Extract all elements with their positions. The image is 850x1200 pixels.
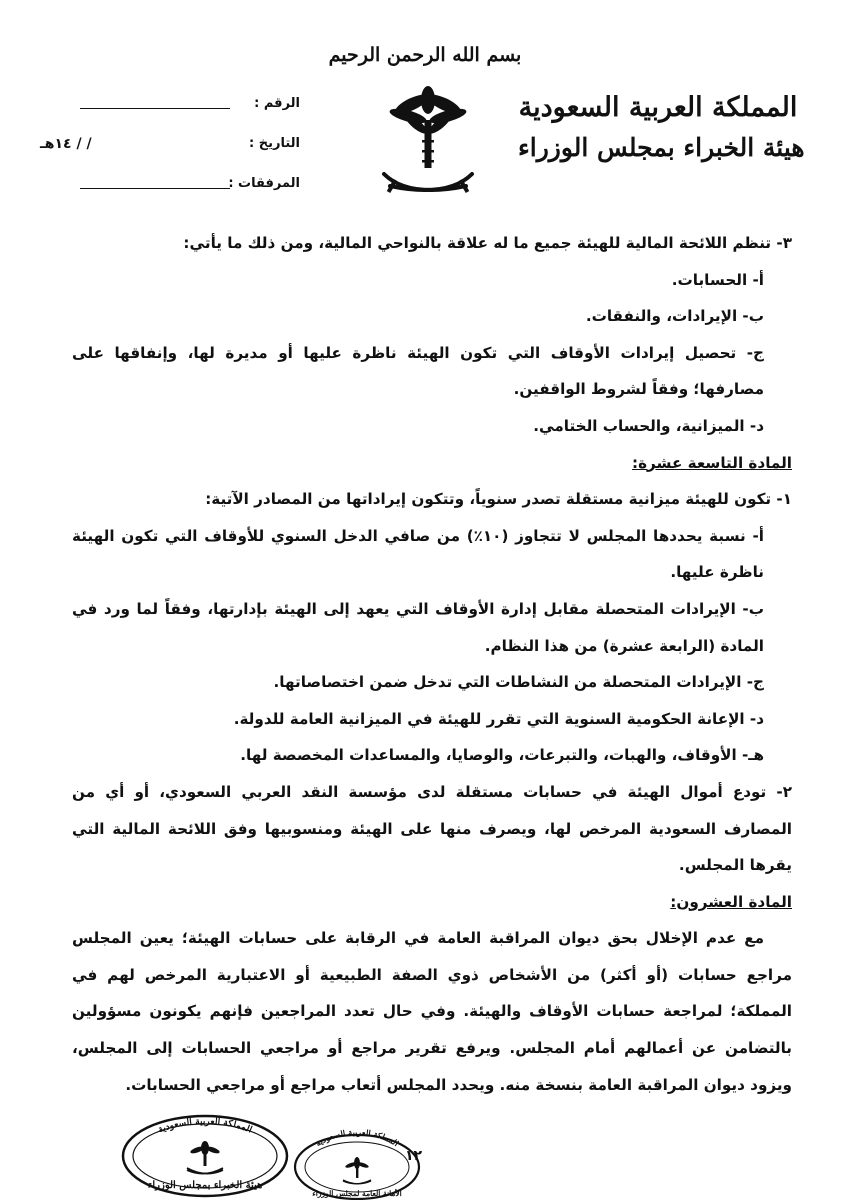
article-19-clause-1-a: أ- نسبة يحددها المجلس لا تتجاوز (١٠٪) من صافي الدخل السنوي للأوقاف التي تكون الهيئة ناظرة عليها. — [72, 526, 764, 582]
article-19-clause-1-c: ج- الإيرادات المتحصلة من النشاطات التي تدخل ضمن اختصاصاتها. — [273, 673, 764, 692]
letter-meta — [40, 92, 300, 212]
saudi-emblem-icon — [378, 78, 478, 206]
svg-text:المملكة العربية السعودية — [313, 1127, 400, 1148]
article-20-title: المادة العشرون: — [670, 892, 792, 911]
seal1-inner: هيئة الخبراء بمجلس الوزراء — [147, 1180, 263, 1191]
attachments-row — [40, 172, 300, 212]
ref-line — [80, 108, 230, 109]
clause-3-c: ج- تحصيل إيرادات الأوقاف التي تكون الهيئة ناظرة عليها أو مديرة لها، وإنفاقها على مصارفها؛ وفقاً لشروط الواقفين. — [72, 343, 764, 399]
clause-3-d: د- الميزانية، والحساب الختامي. — [533, 416, 764, 435]
clause-3: ٣- تنظم اللائحة المالية للهيئة جميع ما له علاقة بالنواحي المالية، ومن ذلك ما يأتي: — [183, 234, 792, 252]
article-19-title: المادة التاسعة عشرة: — [632, 453, 792, 472]
article-19-clause-2: ٢- تودع أموال الهيئة في حسابات مستقلة لدى مؤسسة النقد العربي السعودي، أو أي من المصارف السعودية المرخص لها، ويصرف منها على الهيئة ومنسوبيها وفق اللائحة المالية التي يقرها المجلس. — [72, 782, 792, 875]
secretariat-seal-icon — [285, 1125, 425, 1200]
ref-label: الرقم : — [254, 96, 300, 111]
page-number: ١٢ — [405, 1148, 423, 1164]
attachments-line — [80, 188, 230, 189]
seal2-text: المملكة العربية السعودية — [313, 1126, 401, 1149]
organization-name — [518, 88, 805, 168]
article-19-clause-1-b: ب- الإيرادات المتحصلة مقابل إدارة الأوقاف التي يعهد إلى الهيئة بإدارتها، وفقاً لما ورد في المادة (الرابعة عشرة) من هذا النظام. — [72, 599, 764, 655]
date-value: ١٤هـ / / — [40, 136, 92, 152]
attachments-label: المرفقات : — [228, 176, 300, 191]
kingdom-name: المملكة العربية السعودية — [518, 92, 798, 123]
article-19-clause-1-d: د- الإعانة الحكومية السنوية التي تقرر للهيئة في الميزانية العامة للدولة. — [233, 709, 764, 728]
official-seal-icon — [115, 1108, 295, 1200]
date-row — [40, 132, 300, 172]
seal2-inner: الأمانة العامة لمجلس الوزراء — [312, 1189, 402, 1198]
authority-name: هيئة الخبراء بمجلس الوزراء — [518, 133, 805, 162]
clause-3-b: ب- الإيرادات، والنفقات. — [585, 307, 764, 326]
ref-row — [40, 92, 300, 132]
document-body — [72, 225, 792, 1103]
basmala: بسم الله الرحمن الرحيم — [328, 44, 522, 66]
article-19-clause-1: ١- تكون للهيئة ميزانية مستقلة تصدر سنوياً، وتتكون إيراداتها من المصادر الآتية: — [205, 490, 792, 509]
article-20-text: مع عدم الإخلال بحق ديوان المراقبة العامة في الرقابة على حسابات الهيئة؛ يعين المجلس مراجع حسابات (أو أكثر) من الأشخاص ذوي الصفة الطبيعية أو الاعتبارية المرخص لهم في المملكة؛ لمراجعة حسابات الأوقاف والهيئة. وفي حال تعدد المراجعين فإنهم يكونون مسؤولين بالتضامن عن أعمالهم أمام المجلس. ويرفع تقرير مراجع أو مراجعي الحسابات إلى المجلس، ويزود ديوان المراقبة العامة بنسخة منه. ويحدد المجلس أتعاب مراجع أو مراجعي الحسابات. — [72, 929, 792, 1094]
seal1-text: المملكة العربية السعودية — [156, 1116, 254, 1136]
date-label: التاريخ : — [249, 136, 300, 151]
clause-3-a: أ- الحسابات. — [671, 270, 764, 289]
article-19-clause-1-e: هـ- الأوقاف، والهبات، والتبرعات، والوصايا، والمساعدات المخصصة لها. — [240, 746, 764, 765]
